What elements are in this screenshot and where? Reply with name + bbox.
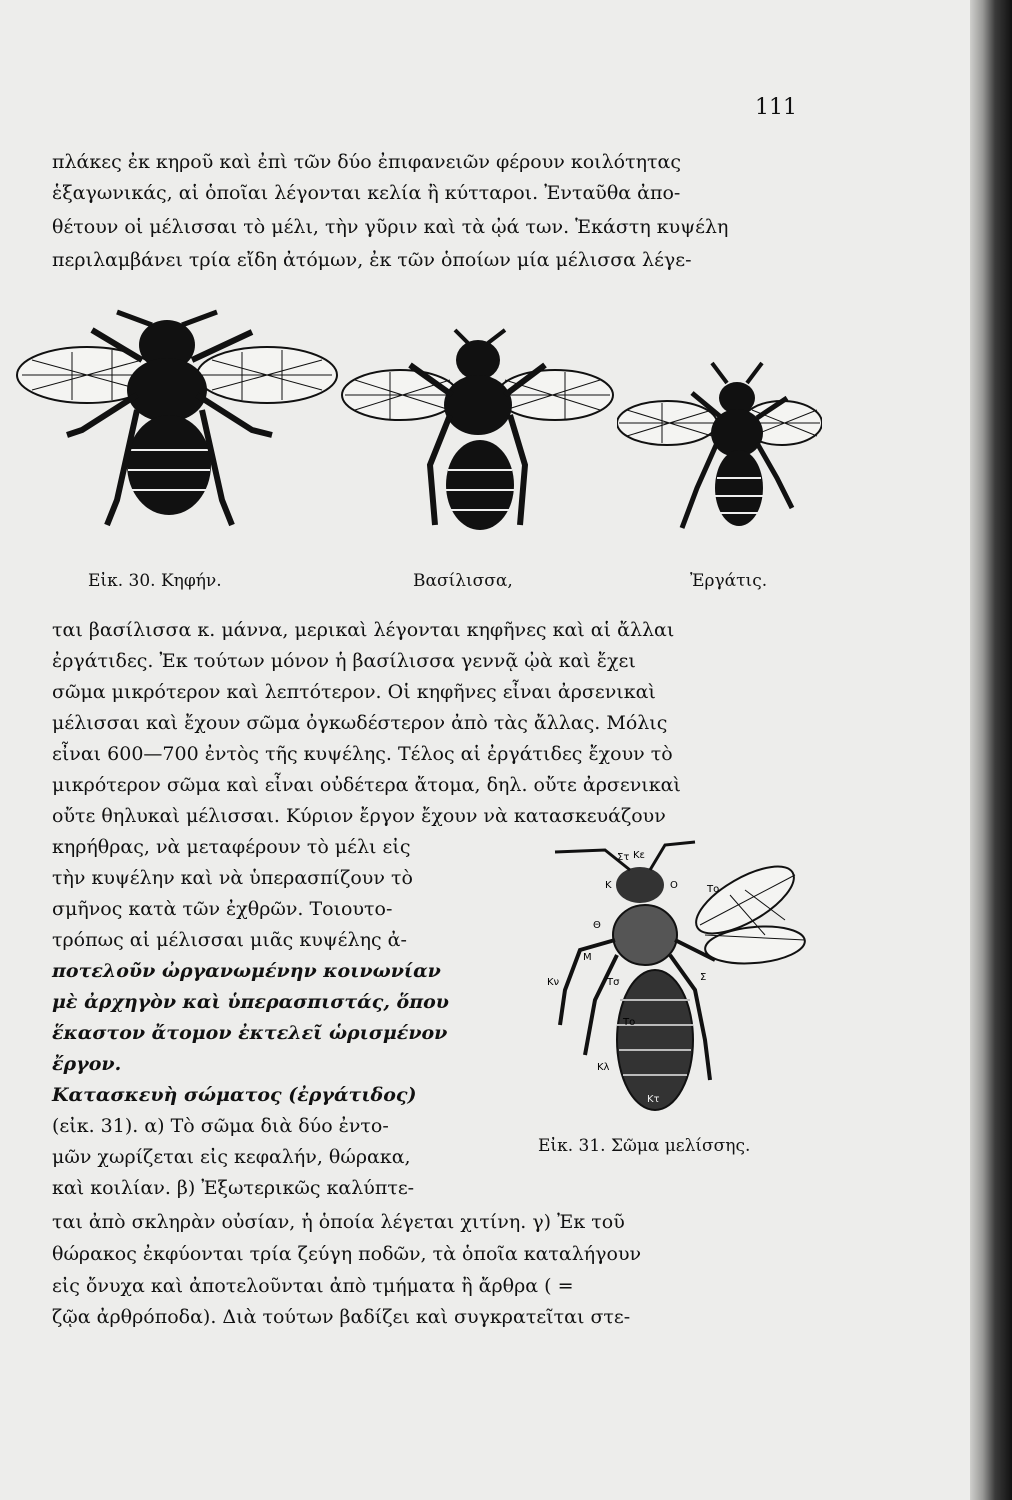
text-line: περιλαμβάνει τρία εἴδη ἀτόμων, ἐκ τῶν ὁποίων μία μέλισσα λέγε- xyxy=(52,249,692,271)
anatomy-label: Τσ xyxy=(607,977,620,988)
text-line: οὔτε θηλυκαὶ μέλισσαι. Κύριον ἔργον ἔχουν νὰ κατασκευάζουν xyxy=(52,805,666,827)
worker-bee-illustration xyxy=(617,358,822,533)
text-line: θέτουν οἱ μέλισσαι τὸ μέλι, τὴν γῦριν καὶ τὰ ᾠά των. Ἑκάστη κυψέλη xyxy=(52,216,729,238)
section-heading: Κατασκευὴ σώματος (ἐργάτιδος) xyxy=(52,1084,417,1106)
anatomy-label: Ο xyxy=(670,880,678,891)
page-gutter xyxy=(970,0,1012,1500)
anatomy-label: Κε xyxy=(633,850,645,861)
text-line: ἐργάτιδες. Ἐκ τούτων μόνον ἡ βασίλισσα γεννᾷ ᾠὰ καὶ ἔχει xyxy=(52,650,636,672)
figure-31-caption: Εἰκ. 31. Σῶμα μελίσσης. xyxy=(538,1136,751,1156)
anatomy-label: Το xyxy=(623,1017,636,1028)
text-line: τὴν κυψέλην καὶ νὰ ὑπερασπίζουν τὸ xyxy=(52,867,413,889)
anatomy-label: Κ xyxy=(605,880,612,891)
text-line: καὶ κοιλίαν. β) Ἐξωτερικῶς καλύπτε- xyxy=(52,1177,415,1199)
text-line: σῶμα μικρότερον καὶ λεπτότερον. Οἱ κηφῆνες εἶναι ἀρσενικαὶ xyxy=(52,681,656,703)
text-line: ται ἀπὸ σκληρὰν οὐσίαν, ἡ ὁποία λέγεται χιτίνη. γ) Ἐκ τοῦ xyxy=(52,1211,625,1233)
text-line: πλάκες ἐκ κηροῦ καὶ ἐπὶ τῶν δύο ἐπιφανειῶν φέρουν κοιλότητας xyxy=(52,151,681,173)
text-line: μῶν χωρίζεται εἰς κεφαλήν, θώρακα, xyxy=(52,1146,411,1168)
anatomy-label: Μ xyxy=(583,952,592,963)
text-line: μὲ ἀρχηγὸν καὶ ὑπερασπιστάς, ὅπου xyxy=(52,991,449,1013)
text-line: μικρότερον σῶμα καὶ εἶναι οὐδέτερα ἄτομα, δηλ. οὔτε ἀρσενικαὶ xyxy=(52,774,681,796)
text-line: σμῆνος κατὰ τῶν ἐχθρῶν. Τοιουτο- xyxy=(52,898,393,920)
text-line: κηρήθρας, νὰ μεταφέρουν τὸ μέλι εἰς xyxy=(52,836,411,858)
anatomy-label: Κν xyxy=(547,977,560,988)
text-line: τρόπως αἱ μέλισσαι μιᾶς κυψέλης ἀ- xyxy=(52,929,407,951)
text-line: ἕκαστον ἄτομον ἐκτελεῖ ὡρισμένον xyxy=(52,1022,448,1044)
anatomy-label: Σ xyxy=(700,972,707,983)
text-line: θώρακος ἐκφύονται τρία ζεύγη ποδῶν, τὰ ὁποῖα καταλήγουν xyxy=(52,1243,642,1265)
anatomy-label: Θ xyxy=(593,920,601,931)
figure-30-caption-queen: Βασίλισσα, xyxy=(413,571,513,591)
text-line: ται βασίλισσα κ. μάννα, μερικαὶ λέγονται κηφῆνες καὶ αἱ ἄλλαι xyxy=(52,619,675,641)
text-line: εἶναι 600—700 ἐντὸς τῆς κυψέλης. Τέλος αἱ ἐργάτιδες ἔχουν τὸ xyxy=(52,743,673,765)
anatomy-label: Το xyxy=(707,884,720,895)
text-line: ζῷα ἀρθρόποδα). Διὰ τούτων βαδίζει καὶ συγκρατεῖται στε- xyxy=(52,1306,631,1328)
anatomy-label: Κτ xyxy=(647,1094,660,1105)
text-line: ποτελοῦν ὠργανωμένην κοινωνίαν xyxy=(52,960,441,982)
drone-bee-illustration xyxy=(12,300,342,540)
bee-anatomy-illustration xyxy=(535,840,810,1120)
figure-30-caption-worker: Ἐργάτις. xyxy=(690,571,768,591)
text-line: ἑξαγωνικάς, αἱ ὁποῖαι λέγονται κελία ἢ κύτταροι. Ἐνταῦθα ἀπο- xyxy=(52,182,681,204)
queen-bee-illustration xyxy=(340,325,615,535)
text-line: (εἰκ. 31). α) Τὸ σῶμα διὰ δύο ἐντο- xyxy=(52,1115,389,1137)
figure-30-caption-drone: Εἰκ. 30. Κηφήν. xyxy=(88,571,222,591)
text-line: εἰς ὄνυχα καὶ ἀποτελοῦνται ἀπὸ τμήματα ἢ ἄρθρα ( = xyxy=(52,1275,574,1297)
anatomy-label: Κλ xyxy=(597,1062,610,1073)
page-number: 111 xyxy=(755,95,797,120)
text-line: ἔργον. xyxy=(52,1053,122,1075)
anatomy-label: Στ xyxy=(617,852,630,863)
text-line: μέλισσαι καὶ ἔχουν σῶμα ὀγκωδέστερον ἀπὸ τὰς ἄλλας. Μόλις xyxy=(52,712,668,734)
